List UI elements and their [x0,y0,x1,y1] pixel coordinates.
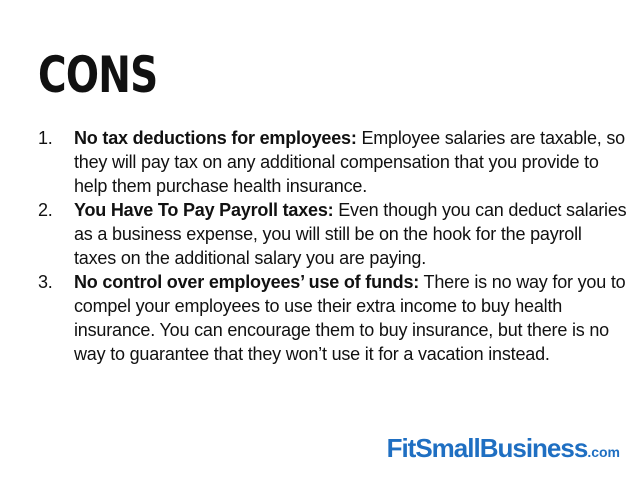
list-item [38,126,628,198]
brand-logo [387,433,620,467]
item-lead: No control over employees’ use of funds: [74,272,420,292]
item-text: Employee salaries are taxable, so they will pay tax on any additional compensation that you provide to help them purchase health insurance. [74,128,625,196]
item-text: There is no way for you to compel your employees to use their extra income to buy health insurance. You can encourage them to buy insurance, but there is no way to guarantee that they won’t use it for a vacation instead. [74,272,626,364]
list-item [38,198,628,270]
cons-list [38,126,628,366]
item-lead: You Have To Pay Payroll taxes: [74,200,334,220]
item-number: 3. [38,272,53,292]
item-number: 2. [38,200,53,220]
item-text: Even though you can deduct salaries as a business expense, you will still be on the hook for the payroll taxes on the additional salary you are paying. [74,200,627,268]
slide-title: CONS [38,46,158,104]
logo-suffix: .com [587,444,620,460]
logo-name: FitSmallBusiness [386,433,588,463]
item-number: 1. [38,128,53,148]
item-lead: No tax deductions for employees: [74,128,357,148]
list-item [38,270,628,366]
